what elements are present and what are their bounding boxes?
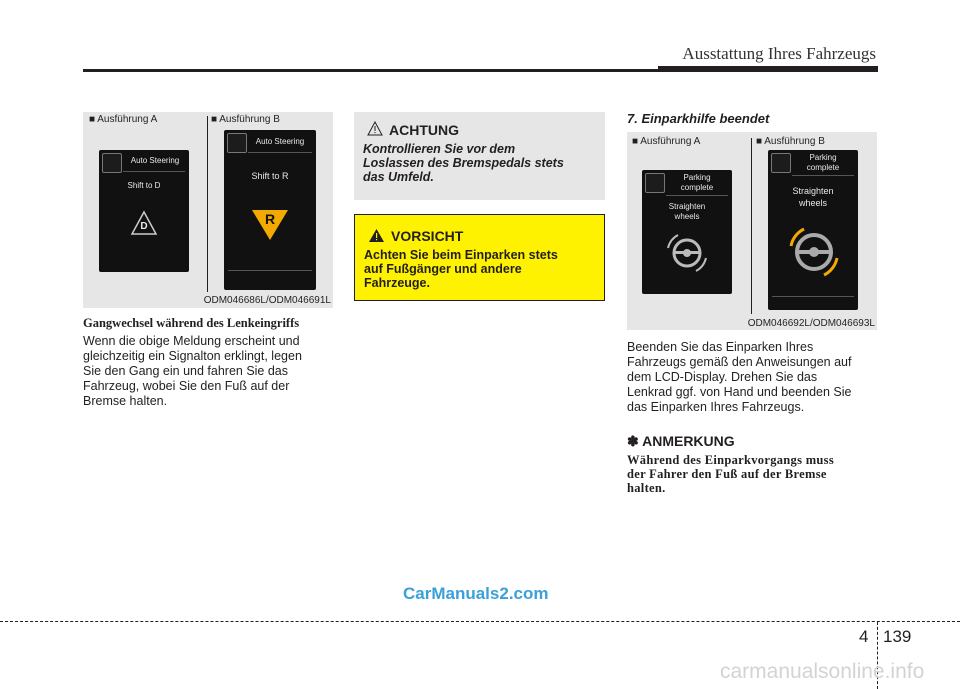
section-heading: Gangwechsel während des Lenkeingriffs	[83, 316, 300, 330]
text-line: Kontrollieren Sie vor dem	[363, 142, 516, 156]
lcd-screen-a	[642, 170, 732, 294]
lcd-line2a: Straighten	[668, 202, 706, 211]
vorsicht-text	[364, 248, 596, 290]
figure-auto-steering	[83, 112, 333, 308]
lcd-line1a: Parking	[809, 153, 837, 162]
figure-label-a: ■ Ausführung A	[632, 136, 701, 147]
gear-letter: R	[264, 211, 276, 227]
warning-triangle-icon	[367, 121, 383, 136]
text-line: Lenkrad ggf. von Hand und beenden Sie	[627, 385, 852, 399]
lcd-icon-box	[645, 173, 665, 193]
lcd-separator	[123, 171, 185, 172]
text-line: dem LCD-Display. Drehen Sie das	[627, 370, 818, 384]
lcd-screen-b	[224, 130, 316, 290]
figure-label-b: ■ Ausführung B	[756, 136, 825, 147]
text-line: Beenden Sie das Einparken Ihres	[627, 340, 814, 354]
lcd-line2b: wheels	[674, 212, 700, 221]
text-line: der Fahrer den Fuß auf der Bremse	[627, 467, 827, 481]
lcd-line1a: Parking	[683, 173, 711, 182]
section-body	[83, 334, 333, 409]
footer-rule	[0, 621, 960, 622]
achtung-box	[354, 112, 605, 200]
text-line: Sie den Gang ein und fahren Sie das	[83, 364, 289, 378]
footer-watermark: carmanualsonline.info	[720, 660, 925, 683]
text-line: auf Fußgänger und andere	[364, 262, 522, 276]
text-line: das Einparken Ihres Fahrzeugs.	[627, 400, 805, 414]
header-title: Ausstattung Ihres Fahrzeugs	[682, 44, 876, 63]
figure-parking-complete	[627, 132, 877, 330]
lcd-line1b: complete	[806, 163, 840, 172]
figure-label-b: ■ Ausführung B	[211, 114, 280, 125]
header-rule	[83, 69, 878, 72]
text-line: Während des Einparkvorgangs muss	[627, 453, 834, 467]
note-title: ✽ ANMERKUNG	[627, 433, 735, 449]
figure-label-a: ■ Ausführung A	[89, 114, 158, 125]
steering-wheel-icon	[664, 230, 710, 276]
figure-divider	[751, 138, 752, 314]
chapter-number: 4	[859, 627, 869, 646]
lcd-separator	[792, 175, 854, 176]
lcd-line2: Shift to R	[251, 171, 289, 181]
section-heading: 7. Einparkhilfe beendet	[627, 111, 770, 126]
section-body	[627, 340, 877, 415]
achtung-title: ACHTUNG	[389, 122, 459, 138]
lcd-icon-box	[771, 153, 791, 173]
gear-letter: D	[140, 221, 148, 232]
figure-code: ODM046686L/ODM046691L	[203, 295, 331, 306]
steering-wheel-icon	[786, 224, 842, 280]
achtung-text	[363, 142, 599, 184]
lcd-line1: Auto Steering	[255, 137, 305, 146]
lcd-screen-a	[99, 150, 189, 272]
text-line: das Umfeld.	[363, 170, 434, 184]
lcd-line1: Auto Steering	[130, 156, 180, 165]
lcd-screen-b	[768, 150, 858, 310]
lcd-line2a: Straighten	[792, 186, 834, 196]
lcd-separator	[772, 296, 854, 297]
vorsicht-title: VORSICHT	[391, 228, 464, 244]
warning-triangle-icon	[368, 228, 385, 243]
note-text	[627, 453, 877, 495]
lcd-separator	[248, 152, 312, 153]
text-line: Wenn die obige Meldung erscheint und	[83, 334, 300, 348]
lcd-separator	[228, 270, 312, 271]
lcd-icon-box	[227, 133, 247, 153]
lcd-icon-box	[102, 153, 122, 173]
text-line: Fahrzeugs gemäß den Anweisungen auf	[627, 355, 852, 369]
lcd-line1b: complete	[680, 183, 714, 192]
text-line: gleichzeitig ein Signalton erklingt, legen	[83, 349, 302, 363]
text-line: Bremse halten.	[83, 394, 168, 408]
text-line: Fahrzeug, wobei Sie den Fuß auf der	[83, 379, 290, 393]
watermark-link[interactable]: CarManuals2.com	[403, 584, 549, 603]
text-line: halten.	[627, 481, 666, 495]
text-line: Fahrzeuge.	[364, 276, 430, 290]
text-line: Achten Sie beim Einparken stets	[364, 248, 558, 262]
lcd-line2: Shift to D	[127, 181, 161, 190]
lcd-separator	[666, 195, 728, 196]
text-line: Loslassen des Bremspedals stets	[363, 156, 564, 170]
lcd-line2b: wheels	[798, 198, 827, 208]
figure-code: ODM046692L/ODM046693L	[747, 318, 875, 329]
vorsicht-box	[354, 214, 605, 301]
page-number: 139	[883, 627, 912, 646]
figure-divider	[207, 116, 208, 292]
